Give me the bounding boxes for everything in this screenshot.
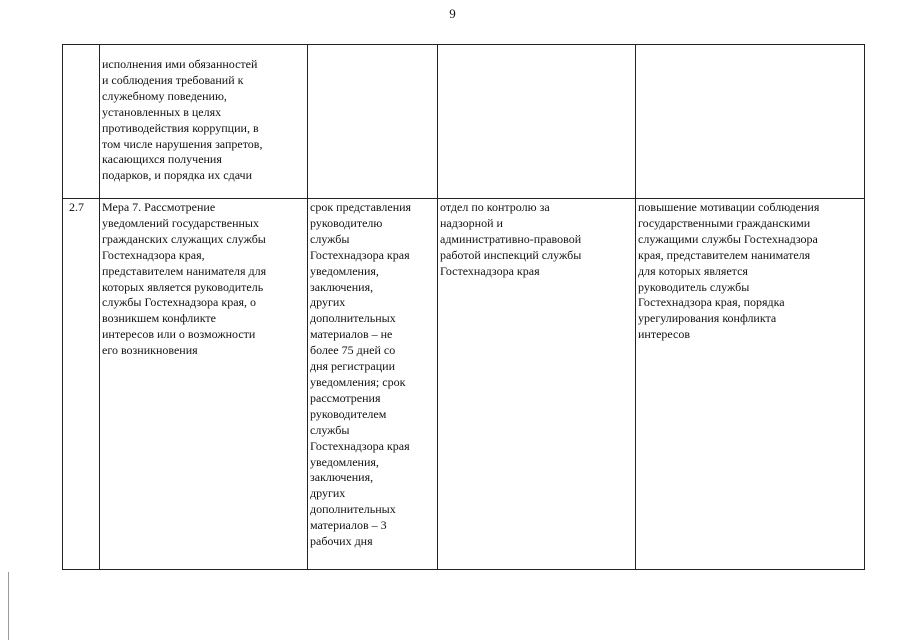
deadline-cell	[308, 199, 438, 570]
result-cell	[636, 199, 865, 570]
measures-table	[62, 44, 865, 570]
responsible-cell	[438, 199, 636, 570]
table-row	[63, 45, 865, 199]
responsible-text: отдел по контролю за надзорной и административно-правовой работой инспекций службы Гостехнадзора края	[440, 200, 582, 278]
scan-edge-mark	[8, 572, 9, 640]
deadline-cell	[308, 45, 438, 199]
page-number: 9	[449, 6, 456, 21]
responsible-cell	[438, 45, 636, 199]
measure-cell	[100, 199, 308, 570]
row-number-cell	[63, 199, 100, 570]
table-row	[63, 199, 865, 570]
measure-text: Мера 7. Рассмотрение уведомлений государственных гражданских служащих службы Гостехнадзора края, представителем нанимателя для которых является руководитель службы Гостехнадзора края, о возникшем конфликте интересов или о возможности его возникновения	[102, 200, 267, 358]
measure-text: исполнения ими обязанностей и соблюдения требований к служебному поведению, установленных в целях противодействия коррупции, в том числе нарушения запретов, касающихся получения подарков, и порядка их сдачи	[102, 57, 263, 183]
measure-cell	[100, 45, 308, 199]
result-text: повышение мотивации соблюдения государственными гражданскими служащими службы Гостехнадзора края, представителем нанимателя для которых является руководитель службы Гостехнадзора края, порядка урегулирования конфликта интересов	[638, 200, 820, 342]
row-number: 2.7	[69, 200, 84, 214]
row-number-cell	[63, 45, 100, 199]
result-cell	[636, 45, 865, 199]
deadline-text: срок представления руководителю службы Гостехнадзора края уведомления, заключения, других дополнительных материалов – не более 75 дней со дня регистрации уведомления; срок рассмотрения руководителем службы Гостехнадзора края уведомления, заключения, других дополнительных материалов – 3 рабочих дня	[310, 200, 412, 549]
